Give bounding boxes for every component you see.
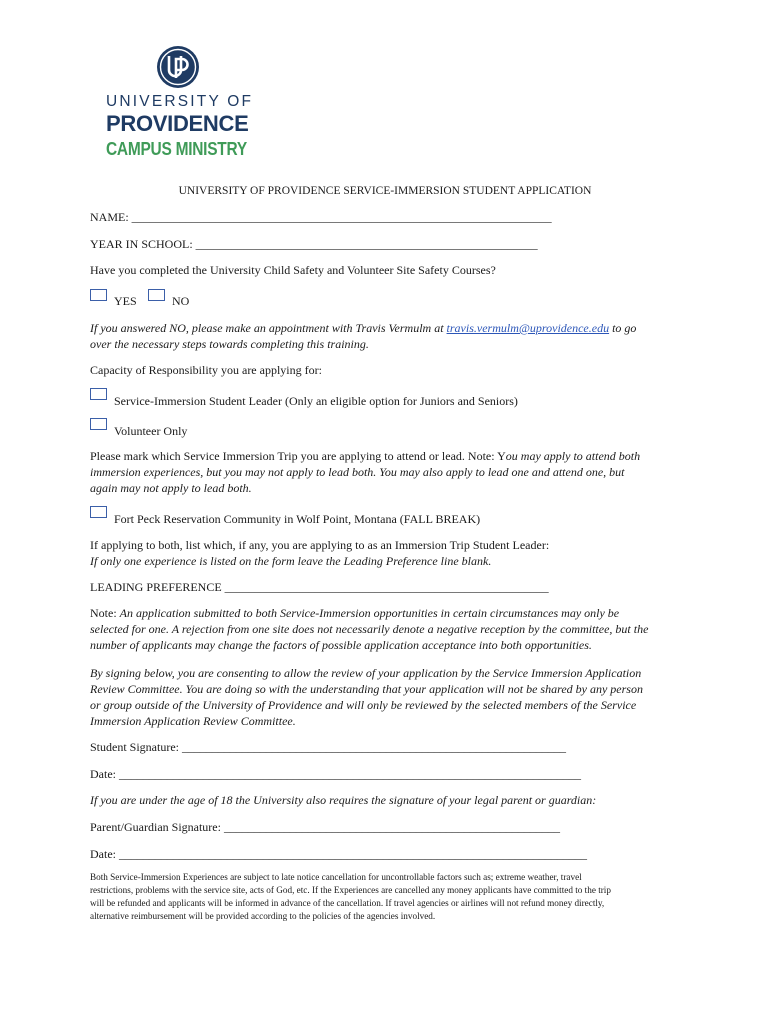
- consent-line2: Review Committee. You are doing so with the understanding that your application will not be shared by any person: [90, 682, 643, 696]
- up-seal-icon: [156, 45, 200, 89]
- disclaimer-line4: alternative reimbursement will be provided according to the policies of the agencies involved.: [90, 911, 436, 921]
- note-line2: selected for one. A rejection from one site does not necessarily denote a negative reception by the committee, but the: [90, 622, 649, 636]
- no-answer-note: [90, 320, 636, 336]
- no-note-text: If you answered NO, please make an appointment with Travis Vermulm at: [90, 321, 447, 335]
- university-logo: [106, 45, 256, 163]
- note-label: Note:: [90, 606, 120, 620]
- no-label: NO: [172, 294, 190, 308]
- no-note-end: to go: [609, 321, 637, 335]
- leader-option-label: Service-Immersion Student Leader (Only an eligible option for Juniors and Seniors): [114, 394, 518, 408]
- note-text: An application submitted to both Service-Immersion opportunities in certain circumstances may only be: [119, 606, 620, 620]
- volunteer-option-label: Volunteer Only: [114, 424, 188, 438]
- trip-intro-italic: ou may apply to attend both: [505, 449, 641, 463]
- volunteer-checkbox[interactable]: [90, 418, 107, 430]
- both-note: If only one experience is listed on the form leave the Leading Preference line blank.: [90, 554, 492, 568]
- parent-note: If you are under the age of 18 the University also requires the signature of your legal parent or guardian:: [90, 793, 597, 807]
- yes-checkbox[interactable]: [90, 289, 107, 301]
- safety-question: Have you completed the University Child Safety and Volunteer Site Safety Courses?: [90, 263, 496, 277]
- logo-campus-ministry: CAMPUS MINISTRY: [106, 139, 247, 159]
- note-line3: number of applicants may change the factors of possible application acceptance into both opportunities.: [90, 638, 592, 652]
- email-link[interactable]: travis.vermulm@uprovidence.edu: [446, 321, 610, 335]
- disclaimer: [90, 871, 690, 923]
- capacity-heading: Capacity of Responsibility you are applying for:: [90, 363, 322, 377]
- name-field[interactable]: NAME: ______________________________________________________________________: [90, 210, 552, 224]
- yes-label: YES: [114, 294, 137, 308]
- disclaimer-line3: will be refunded and applicants will be informed in advance of the cancellation. If travel agencies or airlines will not refund money directly,: [90, 898, 605, 908]
- trip-intro-line3: again may not apply to lead both.: [90, 481, 252, 495]
- leader-checkbox[interactable]: [90, 388, 107, 400]
- no-checkbox[interactable]: [148, 289, 165, 301]
- note-line1: [90, 605, 619, 621]
- logo-university-of: UNIVERSITY OF: [106, 93, 254, 110]
- consent-line4: Immersion Application Review Committee.: [90, 714, 296, 728]
- year-in-school-field[interactable]: YEAR IN SCHOOL: _________________________________________________________: [90, 237, 538, 251]
- consent-line1: By signing below, you are consenting to allow the review of your application by the Service Immersion Application: [90, 666, 642, 680]
- no-answer-note-line2: over the necessary steps towards completing this training.: [90, 337, 369, 351]
- student-signature-field[interactable]: Student Signature: ________________________________________________________________: [90, 740, 566, 754]
- consent-line3: or group outside of the University of Providence and will only be reviewed by the selected members of the Service: [90, 698, 637, 712]
- parent-signature-field[interactable]: Parent/Guardian Signature: ________________________________________________________: [90, 820, 560, 834]
- trip-intro: [90, 448, 640, 464]
- date-field-2[interactable]: Date: ______________________________________________________________________________: [90, 847, 587, 861]
- disclaimer-line1: Both Service-Immersion Experiences are subject to late notice cancellation for uncontrollable factors such as; extreme weather, travel: [90, 872, 582, 882]
- both-question: If applying to both, list which, if any, you are applying to as an Immersion Trip Student Leader:: [90, 538, 550, 552]
- logo-providence: PROVIDENCE: [106, 111, 249, 136]
- trip-intro-line2: immersion experiences, but you may not apply to lead both. You may also apply to lead one and attend one, but: [90, 465, 625, 479]
- fort-peck-checkbox[interactable]: [90, 506, 107, 518]
- form-title: UNIVERSITY OF PROVIDENCE SERVICE-IMMERSION STUDENT APPLICATION: [178, 185, 592, 197]
- leading-preference-field[interactable]: LEADING PREFERENCE ______________________________________________________: [90, 580, 549, 594]
- date-field-1[interactable]: Date: _____________________________________________________________________________: [90, 767, 581, 781]
- disclaimer-line2: restrictions, problems with the service site, acts of God, etc. If the Experiences are cancelled any money applicants have committed to the trip: [90, 885, 611, 895]
- trip-intro-plain: Please mark which Service Immersion Trip you are applying to attend or lead. Note: Y: [90, 449, 506, 463]
- fort-peck-option-label: Fort Peck Reservation Community in Wolf Point, Montana (FALL BREAK): [114, 512, 481, 526]
